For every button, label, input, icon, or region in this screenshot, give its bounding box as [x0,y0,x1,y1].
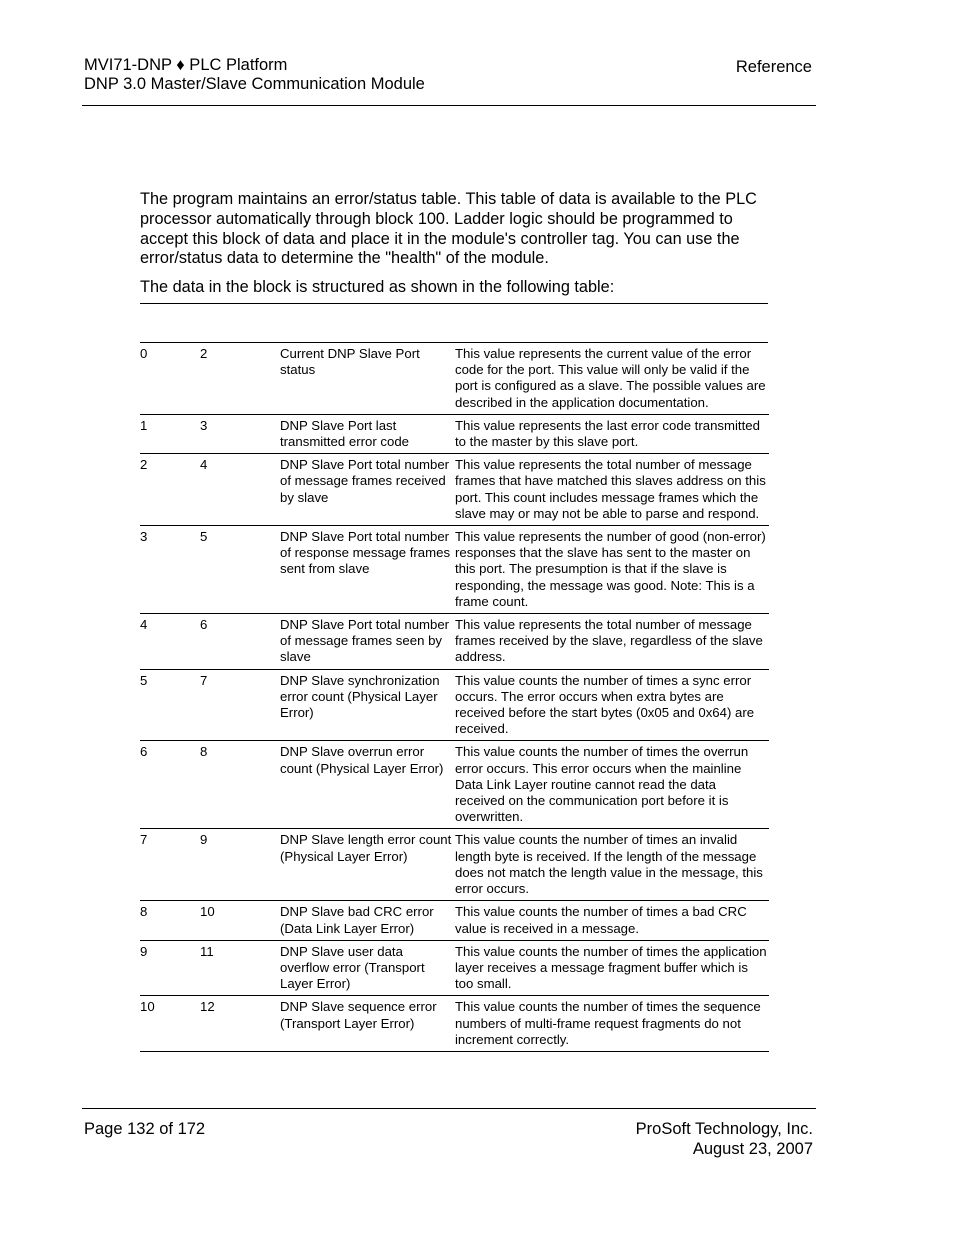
error-status-table [140,343,769,1052]
table-row [140,996,769,1052]
table-cell-c2: DNP Slave Port total number of response message frames sent from slave [280,526,455,614]
table-cell-c2: DNP Slave synchronization error count (Physical Layer Error) [280,669,455,741]
table-row [140,741,769,829]
table-top-rule [140,303,768,304]
table-cell-c3: This value counts the number of times the sequence numbers of multi-frame request fragments do not increment correctly. [455,996,769,1052]
table-cell-c3: This value counts the number of times an invalid length byte is received. If the length of the message does not match the length value in the message, this error occurs. [455,829,769,901]
table-cell-c3: This value counts the number of times the application layer receives a message fragment buffer which is too small. [455,940,769,996]
table-cell-c0: 9 [140,940,200,996]
table-cell-c1: 11 [200,940,280,996]
table-row [140,454,769,526]
header-product-subtitle: DNP 3.0 Master/Slave Communication Module [84,75,425,93]
table-row [140,614,769,670]
table-cell-c2: Current DNP Slave Port status [280,343,455,414]
table-cell-c1: 3 [200,414,280,453]
table-cell-c3: This value represents the total number of message frames received by the slave, regardless of the slave address. [455,614,769,670]
table-cell-c0: 7 [140,829,200,901]
table-cell-c1: 10 [200,901,280,940]
table-cell-c0: 3 [140,526,200,614]
table-cell-c2: DNP Slave Port total number of message frames seen by slave [280,614,455,670]
table-cell-c1: 2 [200,343,280,414]
table-cell-c3: This value represents the number of good (non-error) responses that the slave has sent to the master on this port. The presumption is that if the slave is responding, the message was good. Note: This is a frame count. [455,526,769,614]
table-cell-c0: 6 [140,741,200,829]
header-divider [82,105,816,106]
table-row [140,343,769,414]
header-product-title: MVI71-DNP ♦ PLC Platform [84,56,288,74]
page-footer [84,1117,814,1158]
table-cell-c0: 0 [140,343,200,414]
table-cell-c0: 5 [140,669,200,741]
table-cell-c1: 9 [200,829,280,901]
table-cell-c1: 7 [200,669,280,741]
table-cell-c3: This value counts the number of times a sync error occurs. The error occurs when extra bytes are received before the start bytes (0x05 and 0x64) are received. [455,669,769,741]
table-cell-c3: This value represents the current value of the error code for the port. This value will only be valid if the port is configured as a slave. The possible values are described in the application documentation. [455,343,769,414]
table-cell-c0: 1 [140,414,200,453]
table-cell-c1: 5 [200,526,280,614]
table-row [140,414,769,453]
table-cell-c3: This value represents the last error code transmitted to the master by this slave port. [455,414,769,453]
table-cell-c1: 6 [200,614,280,670]
table-cell-c1: 8 [200,741,280,829]
table-cell-c3: This value counts the number of times a bad CRC value is received in a message. [455,901,769,940]
document-date: August 23, 2007 [692,1140,813,1158]
table-cell-c2: DNP Slave Port last transmitted error code [280,414,455,453]
table-row [140,669,769,741]
page-header [84,56,814,94]
table-cell-c2: DNP Slave overrun error count (Physical Layer Error) [280,741,455,829]
table-lead-in: The data in the block is structured as shown in the following table: [140,278,615,297]
company-name: ProSoft Technology, Inc. [635,1120,813,1138]
table-cell-c2: DNP Slave user data overflow error (Transport Layer Error) [280,940,455,996]
table-cell-c0: 8 [140,901,200,940]
table-cell-c0: 4 [140,614,200,670]
intro-paragraph: The program maintains an error/status table. This table of data is available to the PLC processor automatically through block 100. Ladder logic should be programmed to accept this block of data and place it in the module's controller tag. You can use the error/status data to determine the "health" of the module. [140,190,757,268]
table-row [140,901,769,940]
table-cell-c1: 12 [200,996,280,1052]
footer-divider [82,1108,816,1109]
table-cell-c2: DNP Slave length error count (Physical Layer Error) [280,829,455,901]
table-cell-c3: This value counts the number of times the overrun error occurs. This error occurs when the mainline Data Link Layer routine cannot read the data received on the communication port before it is overwritten. [455,741,769,829]
page-number: Page 132 of 172 [84,1120,206,1138]
table-cell-c2: DNP Slave bad CRC error (Data Link Layer Error) [280,901,455,940]
table-row [140,940,769,996]
header-section-label: Reference [735,58,812,76]
table-cell-c0: 2 [140,454,200,526]
table-cell-c2: DNP Slave Port total number of message frames received by slave [280,454,455,526]
table-cell-c1: 4 [200,454,280,526]
table-cell-c3: This value represents the total number of message frames that have matched this slaves address on this port. This count includes message frames which the slave may or may not be able to parse and respond. [455,454,769,526]
error-status-table-body [140,343,769,1051]
intro-text [140,190,768,298]
table-row [140,526,769,614]
table-cell-c2: DNP Slave sequence error (Transport Layer Error) [280,996,455,1052]
table-cell-c0: 10 [140,996,200,1052]
table-row [140,829,769,901]
footer-right [636,1119,813,1159]
